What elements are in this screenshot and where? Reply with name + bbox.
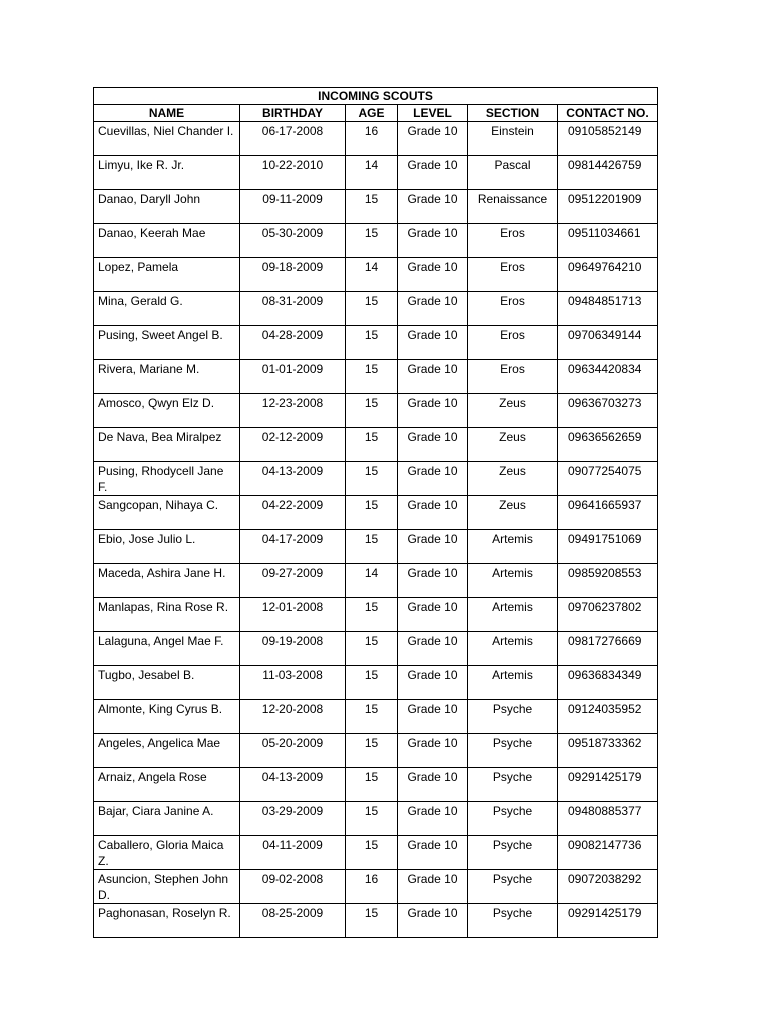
cell-name: Pusing, Sweet Angel B. [94,326,240,360]
cell-birthday: 08-25-2009 [240,904,346,938]
table-title: INCOMING SCOUTS [94,88,658,105]
cell-name: Bajar, Ciara Janine A. [94,802,240,836]
table-row [94,326,658,360]
table-row [94,802,658,836]
table-row [94,292,658,326]
cell-name: Ebio, Jose Julio L. [94,530,240,564]
cell-section: Psyche [468,836,558,870]
table-row [94,190,658,224]
cell-contact: 09291425179 [558,768,658,802]
cell-section: Artemis [468,564,558,598]
cell-contact: 09649764210 [558,258,658,292]
table-row [94,598,658,632]
cell-birthday: 05-30-2009 [240,224,346,258]
cell-birthday: 04-13-2009 [240,462,346,496]
cell-section: Zeus [468,496,558,530]
cell-name: Paghonasan, Roselyn R. [94,904,240,938]
cell-age: 15 [346,802,398,836]
cell-contact: 09491751069 [558,530,658,564]
cell-birthday: 08-31-2009 [240,292,346,326]
table-row [94,700,658,734]
cell-contact: 09636703273 [558,394,658,428]
cell-contact: 09706349144 [558,326,658,360]
cell-contact: 09291425179 [558,904,658,938]
table-row [94,632,658,666]
cell-level: Grade 10 [398,836,468,870]
cell-level: Grade 10 [398,632,468,666]
cell-birthday: 12-20-2008 [240,700,346,734]
scouts-table [93,87,658,938]
cell-section: Einstein [468,122,558,156]
cell-name: Tugbo, Jesabel B. [94,666,240,700]
cell-section: Psyche [468,734,558,768]
cell-name: Danao, Keerah Mae [94,224,240,258]
table-row [94,564,658,598]
cell-birthday: 04-11-2009 [240,836,346,870]
cell-section: Psyche [468,904,558,938]
cell-name: Rivera, Mariane M. [94,360,240,394]
cell-contact: 09082147736 [558,836,658,870]
cell-birthday: 01-01-2009 [240,360,346,394]
table-head [94,88,658,122]
cell-section: Renaissance [468,190,558,224]
cell-contact: 09124035952 [558,700,658,734]
cell-section: Eros [468,258,558,292]
cell-level: Grade 10 [398,156,468,190]
cell-age: 14 [346,156,398,190]
cell-age: 15 [346,836,398,870]
table-row [94,360,658,394]
cell-contact: 09484851713 [558,292,658,326]
cell-level: Grade 10 [398,190,468,224]
cell-section: Pascal [468,156,558,190]
cell-birthday: 12-01-2008 [240,598,346,632]
cell-section: Artemis [468,632,558,666]
cell-contact: 09511034661 [558,224,658,258]
cell-birthday: 04-22-2009 [240,496,346,530]
cell-level: Grade 10 [398,292,468,326]
cell-birthday: 11-03-2008 [240,666,346,700]
cell-contact: 09480885377 [558,802,658,836]
cell-age: 15 [346,292,398,326]
header-contact: CONTACT NO. [558,105,658,122]
cell-age: 15 [346,768,398,802]
cell-level: Grade 10 [398,428,468,462]
table-row [94,734,658,768]
cell-contact: 09636562659 [558,428,658,462]
cell-contact: 09636834349 [558,666,658,700]
cell-age: 15 [346,224,398,258]
cell-contact: 09105852149 [558,122,658,156]
cell-age: 15 [346,632,398,666]
cell-name: Angeles, Angelica Mae [94,734,240,768]
cell-name: Cuevillas, Niel Chander I. [94,122,240,156]
cell-section: Artemis [468,530,558,564]
table-row [94,122,658,156]
cell-level: Grade 10 [398,530,468,564]
cell-name: De Nava, Bea Miralpez [94,428,240,462]
cell-level: Grade 10 [398,870,468,904]
cell-age: 15 [346,360,398,394]
cell-section: Eros [468,326,558,360]
cell-birthday: 12-23-2008 [240,394,346,428]
header-name: NAME [94,105,240,122]
cell-contact: 09706237802 [558,598,658,632]
cell-age: 15 [346,598,398,632]
cell-section: Eros [468,292,558,326]
cell-section: Psyche [468,768,558,802]
cell-age: 15 [346,904,398,938]
cell-name: Pusing, Rhodycell Jane F. [94,462,240,496]
cell-level: Grade 10 [398,394,468,428]
cell-age: 15 [346,530,398,564]
cell-birthday: 06-17-2008 [240,122,346,156]
cell-birthday: 04-17-2009 [240,530,346,564]
cell-birthday: 09-19-2008 [240,632,346,666]
table-row [94,904,658,938]
cell-age: 15 [346,734,398,768]
cell-age: 14 [346,258,398,292]
cell-age: 15 [346,394,398,428]
table-row [94,496,658,530]
cell-age: 14 [346,564,398,598]
cell-section: Artemis [468,666,558,700]
cell-name: Danao, Daryll John [94,190,240,224]
cell-birthday: 05-20-2009 [240,734,346,768]
header-birthday: BIRTHDAY [240,105,346,122]
cell-name: Amosco, Qwyn Elz D. [94,394,240,428]
cell-name: Lalaguna, Angel Mae F. [94,632,240,666]
cell-level: Grade 10 [398,768,468,802]
cell-level: Grade 10 [398,666,468,700]
cell-name: Asuncion, Stephen John D. [94,870,240,904]
cell-section: Artemis [468,598,558,632]
cell-age: 15 [346,700,398,734]
title-row [94,88,658,105]
header-section: SECTION [468,105,558,122]
table-row [94,258,658,292]
table-row [94,666,658,700]
cell-birthday: 09-11-2009 [240,190,346,224]
table-row [94,428,658,462]
cell-level: Grade 10 [398,734,468,768]
header-age: AGE [346,105,398,122]
cell-contact: 09512201909 [558,190,658,224]
cell-age: 16 [346,122,398,156]
cell-name: Almonte, King Cyrus B. [94,700,240,734]
cell-level: Grade 10 [398,598,468,632]
cell-age: 15 [346,326,398,360]
cell-level: Grade 10 [398,904,468,938]
table-row [94,870,658,904]
cell-level: Grade 10 [398,360,468,394]
cell-name: Mina, Gerald G. [94,292,240,326]
cell-age: 15 [346,666,398,700]
cell-name: Sangcopan, Nihaya C. [94,496,240,530]
cell-level: Grade 10 [398,496,468,530]
table-row [94,836,658,870]
cell-level: Grade 10 [398,700,468,734]
cell-birthday: 03-29-2009 [240,802,346,836]
cell-age: 15 [346,496,398,530]
cell-section: Zeus [468,428,558,462]
cell-age: 15 [346,190,398,224]
table-row [94,768,658,802]
cell-birthday: 09-18-2009 [240,258,346,292]
cell-contact: 09518733362 [558,734,658,768]
cell-contact: 09634420834 [558,360,658,394]
cell-contact: 09859208553 [558,564,658,598]
cell-birthday: 09-02-2008 [240,870,346,904]
table-row [94,530,658,564]
cell-birthday: 10-22-2010 [240,156,346,190]
cell-level: Grade 10 [398,564,468,598]
cell-level: Grade 10 [398,462,468,496]
cell-section: Psyche [468,802,558,836]
cell-name: Arnaiz, Angela Rose [94,768,240,802]
cell-level: Grade 10 [398,122,468,156]
cell-age: 15 [346,428,398,462]
cell-contact: 09817276669 [558,632,658,666]
cell-section: Eros [468,360,558,394]
header-row [94,105,658,122]
table-row [94,462,658,496]
cell-age: 16 [346,870,398,904]
cell-contact: 09641665937 [558,496,658,530]
cell-birthday: 02-12-2009 [240,428,346,462]
cell-level: Grade 10 [398,258,468,292]
cell-section: Psyche [468,870,558,904]
table-row [94,156,658,190]
cell-section: Zeus [468,462,558,496]
header-level: LEVEL [398,105,468,122]
cell-name: Caballero, Gloria Maica Z. [94,836,240,870]
cell-name: Limyu, Ike R. Jr. [94,156,240,190]
cell-level: Grade 10 [398,326,468,360]
cell-birthday: 09-27-2009 [240,564,346,598]
cell-level: Grade 10 [398,802,468,836]
table-row [94,394,658,428]
cell-contact: 09077254075 [558,462,658,496]
cell-birthday: 04-13-2009 [240,768,346,802]
cell-section: Psyche [468,700,558,734]
cell-contact: 09072038292 [558,870,658,904]
cell-name: Maceda, Ashira Jane H. [94,564,240,598]
cell-section: Zeus [468,394,558,428]
cell-level: Grade 10 [398,224,468,258]
cell-age: 15 [346,462,398,496]
cell-name: Manlapas, Rina Rose R. [94,598,240,632]
table-body [94,122,658,938]
cell-name: Lopez, Pamela [94,258,240,292]
cell-contact: 09814426759 [558,156,658,190]
cell-section: Eros [468,224,558,258]
cell-birthday: 04-28-2009 [240,326,346,360]
table-row [94,224,658,258]
